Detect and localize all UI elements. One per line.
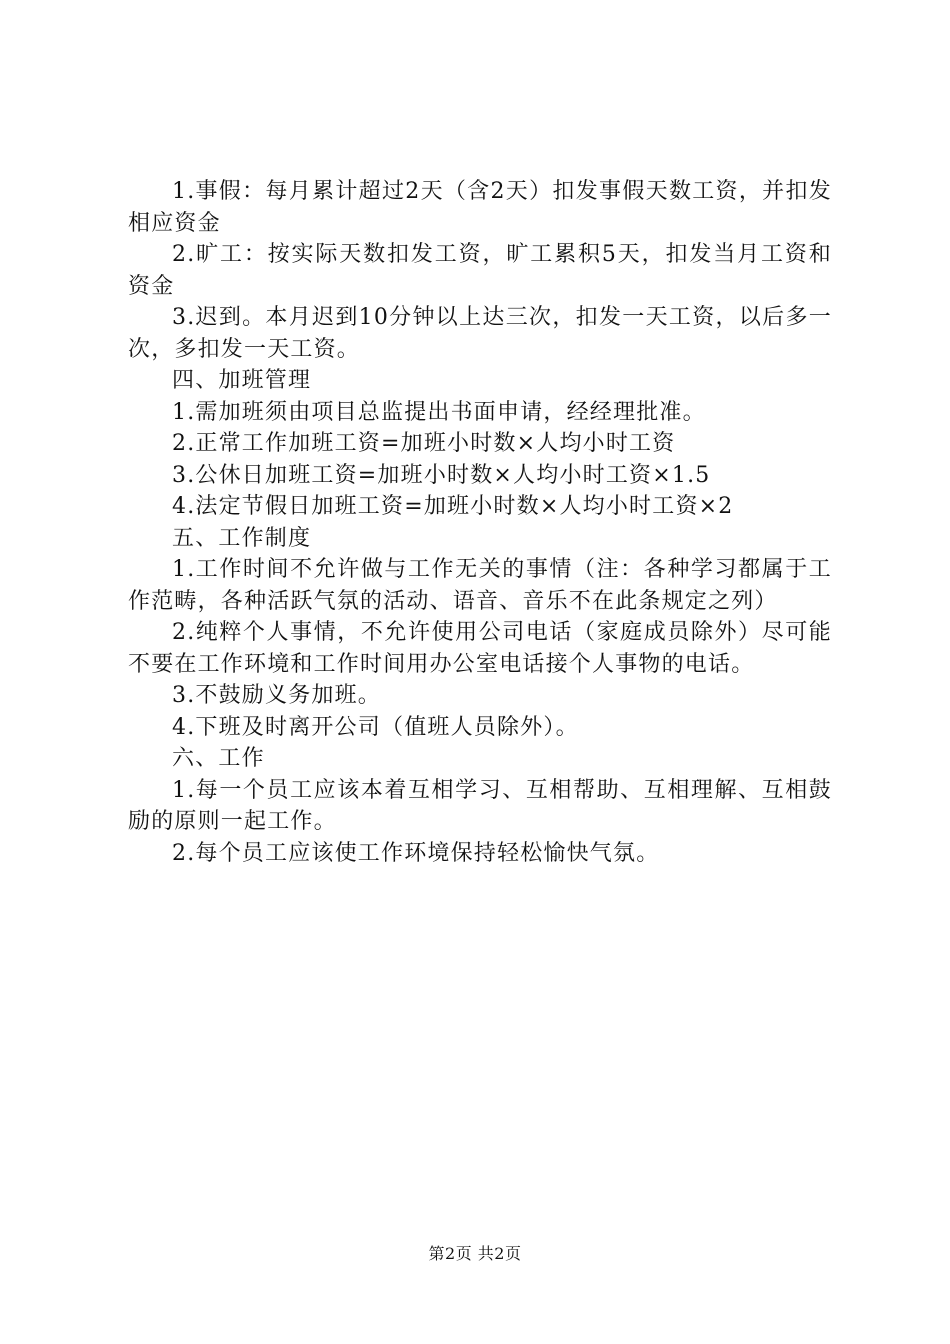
paragraph-cooperation: 1.每一个员工应该本着互相学习、互相帮助、互相理解、互相鼓励的原则一起工作。 bbox=[128, 777, 832, 834]
paragraph-overtime-weekend: 3.公休日加班工资=加班小时数×人均小时工资×1.5 bbox=[172, 462, 711, 488]
paragraph-lateness: 3.迟到。本月迟到10分钟以上达三次，扣发一天工资，以后多一次，多扣发一天工资。 bbox=[128, 305, 832, 362]
paragraph-overtime-normal: 2.正常工作加班工资=加班小时数×人均小时工资 bbox=[172, 431, 676, 456]
section-heading-work-rules: 五、工作制度 bbox=[172, 525, 312, 551]
document-body bbox=[128, 176, 832, 869]
section-heading-overtime: 四、加班管理 bbox=[172, 368, 312, 393]
paragraph-overtime-application: 1.需加班须由项目总监提出书面申请，经经理批准。 bbox=[172, 399, 706, 425]
paragraph-voluntary-overtime: 3.不鼓励义务加班。 bbox=[172, 683, 381, 708]
paragraph-phone-use: 2.纯粹个人事情，不允许使用公司电话（家庭成员除外）尽可能不要在工作环境和工作时间用办公室电话接个人事物的电话。 bbox=[128, 620, 832, 677]
paragraph-absenteeism: 2.旷工：按实际天数扣发工资，旷工累积5天，扣发当月工资和资金 bbox=[128, 242, 832, 299]
section-heading-work: 六、工作 bbox=[172, 746, 265, 771]
paragraph-overtime-holiday: 4.法定节假日加班工资=加班小时数×人均小时工资×2 bbox=[172, 494, 734, 519]
paragraph-personal-leave: 1.事假：每月累计超过2天（含2天）扣发事假天数工资，并扣发相应资金 bbox=[128, 179, 832, 236]
paragraph-atmosphere: 2.每个员工应该使工作环境保持轻松愉快气氛。 bbox=[172, 840, 660, 866]
paragraph-work-time: 1.工作时间不允许做与工作无关的事情（注：各种学习都属于工作范畴，各种活跃气氛的活动、语音、音乐不在此条规定之列） bbox=[128, 557, 832, 614]
paragraph-leave-on-time: 4.下班及时离开公司（值班人员除外）。 bbox=[172, 714, 579, 740]
page-number-footer: 第2页 共2页 bbox=[428, 1244, 522, 1263]
